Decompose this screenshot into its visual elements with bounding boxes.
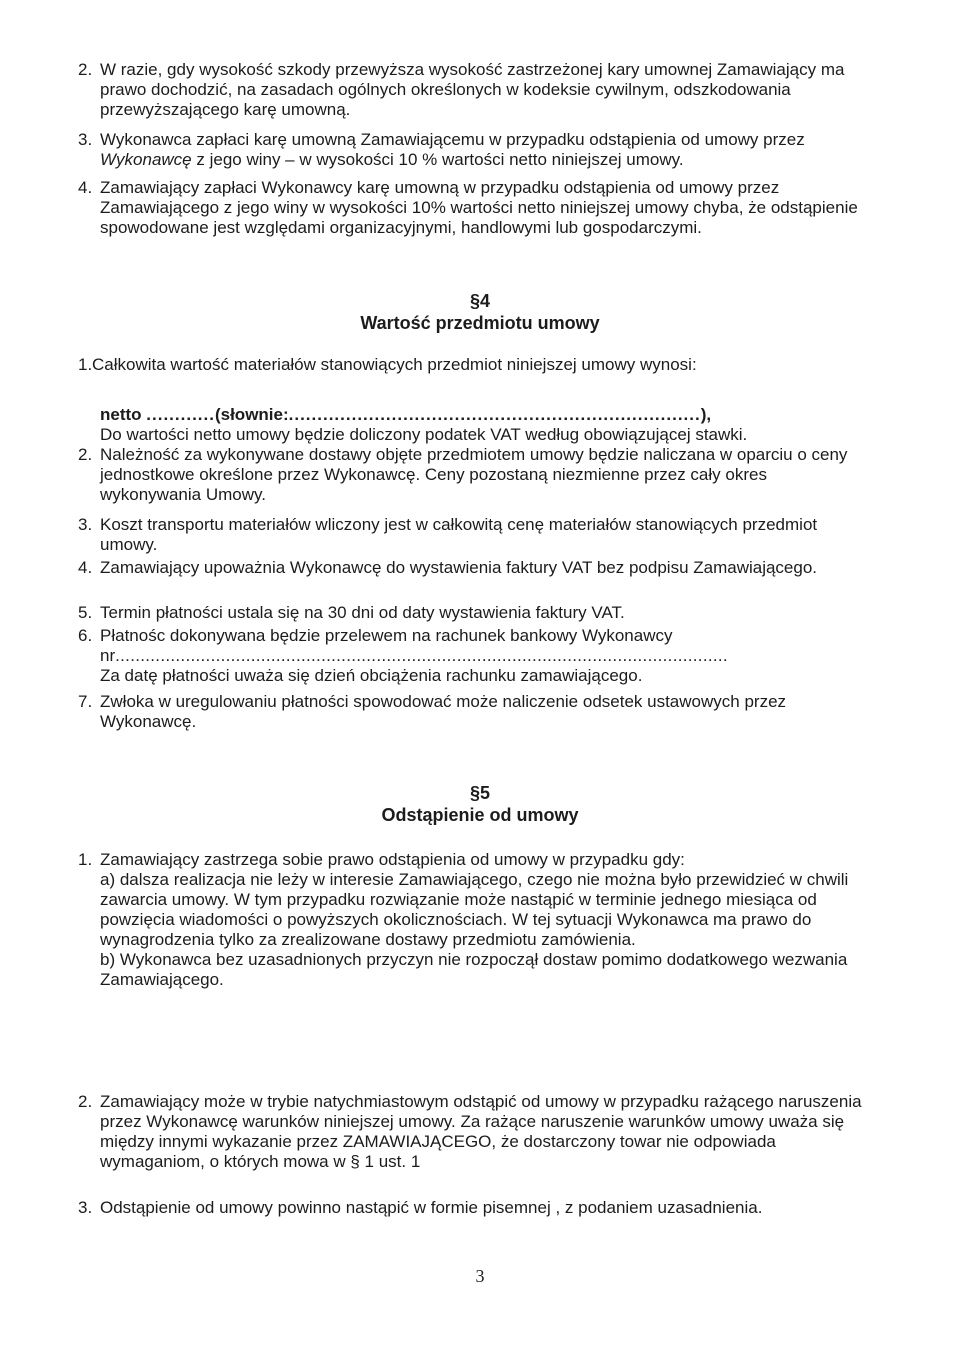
clause-text: Zamawiający zapłaci Wykonawcy karę umowną w przypadku odstąpienia od umowy przez Zamawiającego z jego winy w wysokości 10% wartości netto niniejszej umowy chyba, że odstąpienie spowodowane jest względami organizacyjnymi, handlowymi lub gospodarczymi. xyxy=(100,178,858,237)
item-text: Koszt transportu materiałów wliczony jest w całkowitą cenę materiałów stanowiących przedmiot umowy. xyxy=(100,515,818,554)
s5-item-2 xyxy=(78,1092,868,1172)
item-text: Termin płatności ustala się na 30 dni od daty wystawienia faktury VAT. xyxy=(100,603,625,622)
slownie-blank: ........................................................................ xyxy=(288,405,701,424)
s4-item-1 xyxy=(78,355,868,375)
clause-text-part: Wykonawca zapłaci karę umowną Zamawiającemu w przypadku odstąpienia od umowy przez xyxy=(100,130,805,149)
slownie-label: (słownie: xyxy=(214,405,289,424)
page-number: 3 xyxy=(475,1266,485,1286)
section-4-title: Wartość przedmiotu umowy xyxy=(360,313,600,333)
s4-item-4 xyxy=(78,558,868,578)
clause-text-italic: Wykonawcę xyxy=(100,150,192,169)
s4-item-2 xyxy=(78,445,868,505)
slownie-end: ), xyxy=(700,405,712,424)
clause-3-contractor-penalty xyxy=(78,130,868,170)
item-1a: a) dalsza realizacja nie leży w interesie Zamawiającego, czego nie można było przewidzieć w chwili zawarcia umowy. W tym przypadku rozwiązanie może nastąpić w terminie jednego miesiąca od powzięcia wiadomości o powyższych okolicznościach. W tej sytuacji Wykonawca ma prawo do wynagrodzenia tylko za zrealizowane dostawy przedmiotu zamówienia. xyxy=(100,870,849,949)
clause-text xyxy=(78,130,868,170)
netto-label: netto xyxy=(100,405,142,424)
item-number: 2. xyxy=(78,445,93,464)
item-text: Całkowita wartość materiałów stanowiących przedmiot niniejszej umowy wynosi: xyxy=(92,355,697,374)
item-text: Zwłoka w uregulowaniu płatności spowodować może naliczenie odsetek ustawowych przez Wykonawcę. xyxy=(100,692,787,731)
item-number: 5. xyxy=(78,603,93,622)
s4-item-5 xyxy=(78,603,868,623)
item-text: Płatnośc dokonywana będzie przelewem na rachunek bankowy Wykonawcy xyxy=(100,626,673,645)
item-number: 3. xyxy=(78,515,93,534)
payment-date-note: Za datę płatności uważa się dzień obciążenia rachunku zamawiającego. xyxy=(100,666,643,685)
s4-item-6 xyxy=(78,626,868,686)
item-number: 2. xyxy=(78,1092,93,1111)
clause-number: 4. xyxy=(78,178,93,197)
s4-item-7 xyxy=(78,692,868,732)
section-5-number: §5 xyxy=(469,783,491,803)
netto-blank: ............ xyxy=(146,405,215,424)
vat-note: Do wartości netto umowy będzie doliczony podatek VAT według obowiązującej stawki. xyxy=(100,425,748,444)
netto-value-line xyxy=(100,405,890,425)
item-number: 4. xyxy=(78,558,93,577)
clause-4-client-penalty xyxy=(78,178,868,238)
item-text: Zamawiający może w trybie natychmiastowym odstąpić od umowy w przypadku rażącego naruszenia przez Wykonawcę warunków niniejszej umowy. Za rażące naruszenie warunków umowy uważa się między innymi wykazanie przez ZAMAWIAJĄCEGO, że dostarczony towar nie odpowiada wymaganiom, o których mowa w § 1 ust. 1 xyxy=(100,1092,862,1171)
nr-label: nr xyxy=(100,646,116,665)
bank-account-line xyxy=(78,646,868,666)
account-blank: .......................................................................................................................... xyxy=(115,646,728,665)
item-number: 3. xyxy=(78,1198,93,1217)
clause-2-liability xyxy=(78,60,868,120)
clause-text: W razie, gdy wysokość szkody przewyższa wysokość zastrzeżonej kary umownej Zamawiający ma prawo dochodzić, na zasadach ogólnych określonych w kodeksie cywilnym, odszkodowania przewyższającego karę umowną. xyxy=(100,60,845,119)
clause-text-part: z jego winy – w wysokości 10 % wartości netto niniejszej umowy. xyxy=(191,150,684,169)
item-number: 1. xyxy=(78,355,93,374)
s5-item-1 xyxy=(78,850,868,990)
clause-number: 3. xyxy=(78,130,93,149)
item-number: 7. xyxy=(78,692,93,711)
item-number: 1. xyxy=(78,850,93,869)
item-text: Odstąpienie od umowy powinno nastąpić w formie pisemnej , z podaniem uzasadnienia. xyxy=(100,1198,763,1217)
item-text: Należność za wykonywane dostawy objęte przedmiotem umowy będzie naliczana w oparciu o ceny jednostkowe określone przez Wykonawcę. Ceny pozostaną niezmienne przez cały okres wykonywania Umowy. xyxy=(100,445,848,504)
item-text: Zamawiający zastrzega sobie prawo odstąpienia od umowy w przypadku gdy: xyxy=(100,850,685,869)
s5-item-3 xyxy=(78,1198,868,1218)
item-1b: b) Wykonawca bez uzasadnionych przyczyn nie rozpoczął dostaw pomimo dodatkowego wezwania Zamawiającego. xyxy=(100,950,848,989)
s4-item-3 xyxy=(78,515,868,555)
item-number: 6. xyxy=(78,626,93,645)
section-5-title: Odstąpienie od umowy xyxy=(381,805,579,825)
section-4-number: §4 xyxy=(469,291,491,311)
item-text: Zamawiający upoważnia Wykonawcę do wystawienia faktury VAT bez podpisu Zamawiającego. xyxy=(100,558,818,577)
clause-number: 2. xyxy=(78,60,93,79)
